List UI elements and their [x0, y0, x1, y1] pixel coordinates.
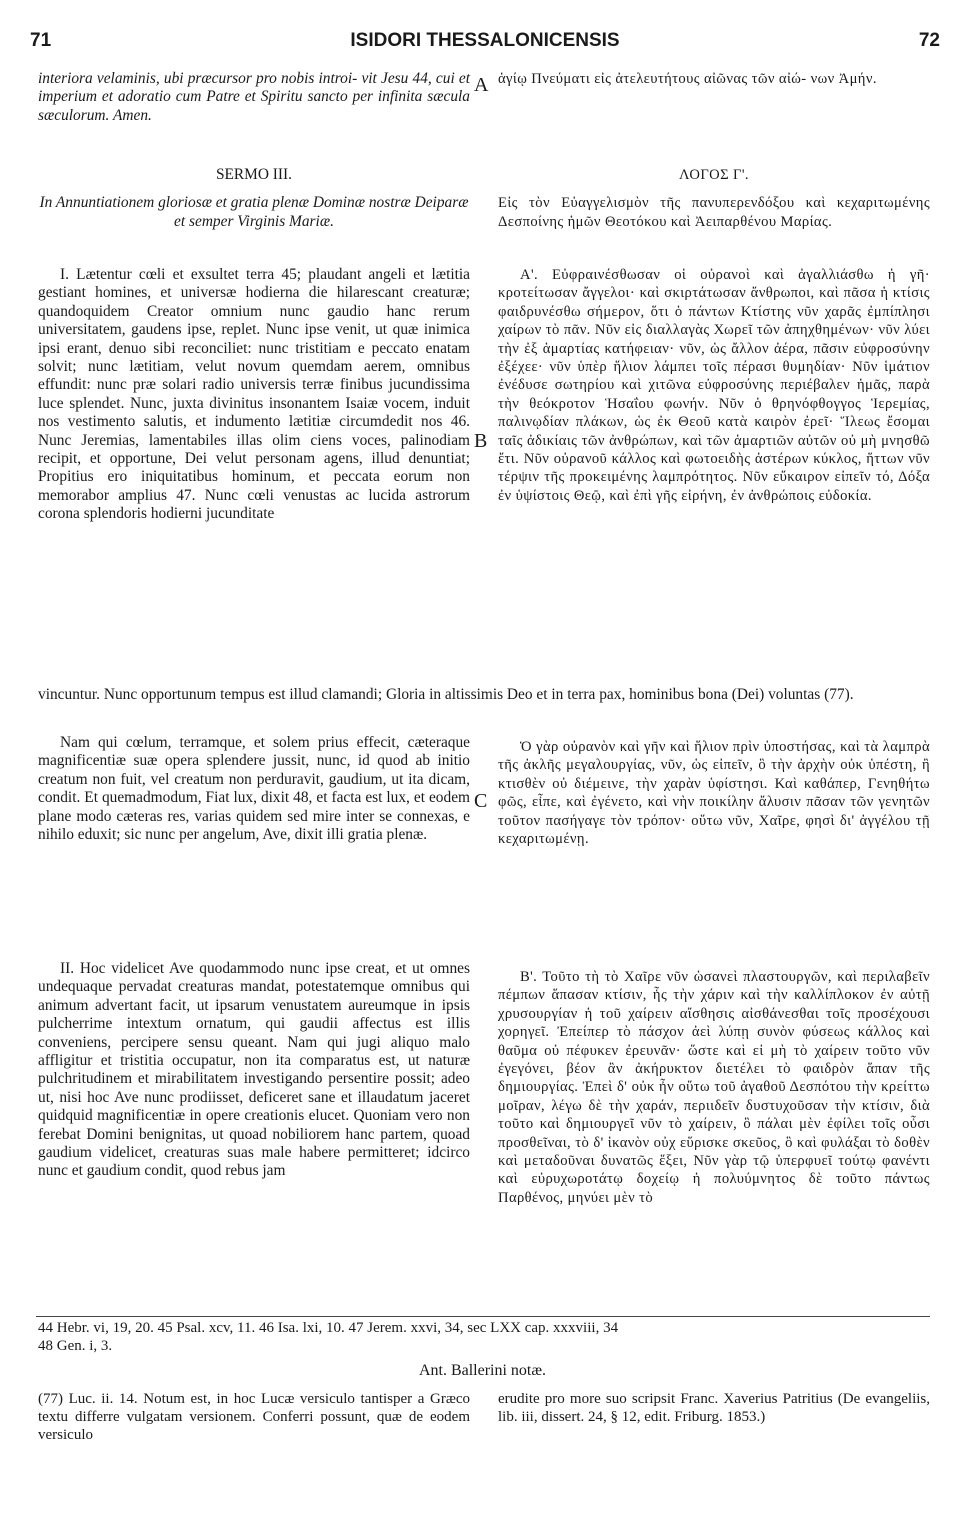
greek-intro — [498, 70, 930, 88]
bridge-text — [38, 686, 930, 704]
latin-paragraph-2-text: Nam qui cœlum, terramque, et solem prius effecit, cæteraque magnificentiæ suæ opera splendere jussit, nunc, id quod ab initio creatum non fuit, vel creatum non perduravit, gaudium, ut ita dicam, condit. Et quemadmodum, Fiat lux, dixit 48, et facta est lux, et eodem plane modo cæteras res, varias quidem sed mire inter se connexas, e nihilo eduxit; sic nunc per angelum, Ave, dixit illi gratia plenæ. — [38, 734, 470, 844]
greek-sermo-subtitle: Εἰς τὸν Εὐαγγελισμὸν τῆς πανυπερενδόξου καὶ κεχαριτωμένης Δεσποίνης ἡμῶν Θεοτόκου καὶ Ἀειπαρθένου Μαρίας. — [498, 195, 930, 230]
footnote-line-2: 48 Gen. i, 3. — [38, 1338, 113, 1354]
bridge-text-content: vincuntur. Nunc opportunum tempus est illud clamandi; Gloria in altissimis Deo et in terra pax, hominibus bona (Dei) voluntas (77). — [38, 686, 854, 703]
note-left: (77) Luc. ii. 14. Notum est, in hoc Lucæ versiculo tantisper a Græco textu differre vulgatam versionem. Conferri possunt, quæ de eodem versiculo — [38, 1391, 470, 1443]
margin-letter-c: C — [474, 790, 488, 812]
greek-paragraph-1 — [498, 266, 930, 505]
running-header — [30, 30, 940, 60]
latin-sermo-subtitle: In Annuntiationem gloriosæ et gratia plenæ Dominæ nostræ Deiparæ et semper Virginis Mariæ. — [39, 194, 469, 230]
margin-letter-a: A — [474, 74, 489, 96]
margin-letter-b: B — [474, 430, 488, 452]
latin-paragraph-3-text: II. Hoc videlicet Ave quodammodo nunc ipse creat, et ut omnes undequaque pervadat creaturas mandat, potestatemque omnibus qui animum advertant facit, ut ipsarum venustatem aureumque in ipsis pulcherrime intextum ornatum, qui gaudii affectus est illis conveniens, percipere sensu queant. Nam qui jugi aliquo malo affligitur et tristitia occupatur, non ita comparatus est, ut naturæ pulchritudinem et mirabilitatem investigando persentire possit; adeo ut, nisi hoc Ave nunc prodiisset, deficeret sane et illaudatum jaceret quidquid magnificentiæ in opere creationis elucet. Quoniam vero non ferebat Domini benignitas, ut quoad nobiliorem hanc partem, quoad gaudium videlicet, creaturas suas male habere permitteret; idcirco nunc et gaudium condit, quod rebus jam — [38, 960, 470, 1180]
footnote-rule — [36, 1316, 930, 1317]
greek-sermo-title: ΛΟΓΟΣ Γ'. — [679, 167, 749, 183]
page-number-left: 71 — [30, 30, 52, 51]
greek-paragraph-1-text: Α'. Εὐφραινέσθωσαν οἱ οὐρανοὶ καὶ ἀγαλλιάσθω ἡ γῆ· κροτείτωσαν ἄγγελοι· καὶ σκιρτάτωσαν ἄνθρωποι, καὶ πᾶσα ἡ κτίσις φαιδρυνέσθω σήμερον, ὅτι ὁ πάντων Κτίστης νῦν χαρᾶς ἐμπίπλησι χαίρων τὸ πᾶν. Νῦν εἰς διαλλαγὰς Χωρεῖ τῶν ἀπηχθημένων· νῦν λύει τὴν ἐξ ἁμαρτίας κατήφειαν· νῦν, ὡς ἄλλον ἀέρα, πᾶσιν εὐφροσύνην ἐξέχεε· νῦν ὑπὲρ ἥλιον λάμπει τοῖς πέρασι θυμηδίαν· Νῦν ἱμάτιον ἐνέδυσε σωτηρίου καὶ χιτῶνα εὐφροσύνης περιέβαλεν ἡμᾶς, παρὰ τὴν θεόκροτον Ἡσαΐου φωνήν. Νῦν ὁ θρηνόφθογγος Ἱερεμίας, παλινῳδίαν πλάκων, ὡς ἐκ Θεοῦ κατὰ καιρὸν ἐρεῖ· Ἵλεως ἔσομαι ταῖς ἀδικίαις τῶν ἀνθρώπων, καὶ τῶν ἁμαρτιῶν αὐτῶν οὐ μὴ μνησθῶ ἔτι. Νῦν οὐρανοῦ κάλλος καὶ φωτοειδὴς ἀστέρων κύκλος, ἥττων νῦν τέρψιν τῆς προκειμένης λαμπρότητος. Νῦν εὔκαιρον εἰπεῖν τό, Δόξα ἐν ὑψίστοις Θεῷ, καὶ ἐπὶ γῆς εἰρήνη, ἐν ἀνθρώποις εὐδοκία. — [498, 267, 930, 504]
latin-sermo-title: SERMO III. — [215, 166, 293, 183]
greek-paragraph-3 — [498, 968, 930, 1207]
running-title: ISIDORI THESSALONICENSIS — [350, 30, 620, 51]
greek-paragraph-2-text: Ὁ γὰρ οὐρανὸν καὶ γῆν καὶ ἥλιον πρὶν ὑποστήσας, καὶ τὰ λαμπρὰ τῆς ἀκλῆς μεγαλουργίας, νῦν, ὡς εἰπεῖν, ὃ τὴν ἀρχὴν οὐκ ὑπέστη, ἢ κτισθὲν οὐ διέμεινε, τὴν χαρὰν ὑφίστησι. Καὶ καθάπερ, Γενηθήτω φῶς, εἶπε, καὶ ἐγένετο, καὶ νὴν ποικίλην ἄλυσιν πᾶσαν τῶν γενητῶν τοῦτον πασήγαγε τὸν τρόπον· οὕτω νῦν, Χαῖρε, φησὶ δι' ἀγγέλου τῇ κεχαριτωμένῃ. — [498, 739, 930, 848]
latin-paragraph-1 — [38, 266, 470, 524]
latin-intro-text: interiora velaminis, ubi præcursor pro nobis introi- vit Jesu 44, cui et imperium et adoratio cum Patre et Spiritu sancto per infinita sæcula sæculorum. Amen. — [38, 70, 470, 124]
footnote-line-1: 44 Hebr. vi, 19, 20. 45 Psal. xcv, 11. 46 Isa. lxi, 10. 47 Jerem. xxvi, 34, sec LXX cap. xxxviii, 34 — [38, 1320, 619, 1336]
latin-paragraph-2 — [38, 734, 470, 844]
page-number-right: 72 — [918, 30, 940, 51]
note-right: erudite pro more suo scripsit Franc. Xaverius Patritius (De evangeliis, lib. iii, dissert. 24, § 12, edit. Friburg. 1853.) — [498, 1391, 930, 1425]
latin-paragraph-1-text: I. Lætentur cœli et exsultet terra 45; plaudant angeli et lætitia gestiant homines, et universæ hodierna die hilarescant creaturæ; quandoquidem Creator omnium nunc gaudio hanc rerum universitatem, gaudens ipse, replet. Nunc ipse venit, ut quæ inimica ipsi erant, denuo sibi reconciliet: nunc tristitiam e peccato enatam solvit; nunc lætitiam, velut novum quemdam aerem, omnibus effundit: nunc præ solari radio universis terræ finibus jucundissima luce splendet. Nunc, juxta divinitus insonantem Isaiæ vocem, induit nos vestimento salutis, et indumento lætitiæ circumdedit nos 46. Nunc Jeremias, lamentabiles illas olim ciens voces, palinodiam recipit, et opportune, Dei velut personam agens, illud denuntiat; Propitius ero iniquitatibus hominum, et peccata eorum non memorabor amplius 47. Nunc cœli venustas ac lucida astrorum corona splendoris hodierni jucunditate — [38, 266, 470, 523]
greek-intro-text: ἁγίῳ Πνεύματι εἰς ἀτελευτήτους αἰῶνας τῶν αἰώ- νων Ἀμήν. — [498, 71, 877, 87]
notes-title: Ant. Ballerini notæ. — [418, 1362, 547, 1379]
latin-sermo-heading — [38, 166, 470, 231]
greek-paragraph-2 — [498, 738, 930, 848]
latin-intro — [38, 70, 470, 125]
greek-paragraph-3-text: Β'. Τοῦτο τὴ τὸ Χαῖρε νῦν ὡσανεὶ πλαστουργῶν, καὶ περιλαβεῖν πέμπων ἅπασαν κτίσιν, ἧς τὴν χάριν καὶ τὴν καλλίπλοκον ἐν αὐτῇ χρυσουργίαν ἡ τοῦ χαίρειν αἴσθησις αἰσθάνεσθαι τοῖς προσέχουσι χορηγεῖ. Ἐπείπερ τὸ πάσχον ἀεὶ λύπῃ συνὸν φύσεως κάλλος καὶ θαῦμα οὐ πέφυκεν ἐρευνᾶν· ὥστε καὶ εἰ μὴ τὸ χαίρειν τοῦτο νῦν ἐγεγόνει, βέον ἂν ἀκήρυκτον διετέλει τὸ φαιδρὸν ἅπαν τῆς δημιουργίας. Ἐπεὶ δ' οὐκ ἦν οὕτω τοῦ ἀγαθοῦ Δεσπότου τὴν κρείττω μοῖραν, λέγω δὲ τὴν χαράν, περιιδεῖν δυστυχοῦσαν τὴν κτίσιν, διὰ τοῦτο καὶ δημιουργεῖ νῦν τὸ χαίρειν, ὃ πάλαι μὲν ἐφίλει τοῖς οὖσι προσθεῖναι, τὸ δ' ἱκανὸν οὐχ εὕρισκε σκεῦος, ὃ καὶ φυλάξαι τὸ δοθὲν καὶ μεταδοῦναι δυνατῶς ἕξει, Νῦν γὰρ τῷ ὑπερφυεῖ τούτῳ φανέντι καὶ εὐρυχωροτάτῳ δοχείῳ ἡ πολυύμνητος δὲ τοῦτο πάντως Παρθένος, μηνύει μὲν τὸ — [498, 969, 930, 1206]
latin-paragraph-3 — [38, 960, 470, 1181]
greek-sermo-heading — [498, 166, 930, 231]
